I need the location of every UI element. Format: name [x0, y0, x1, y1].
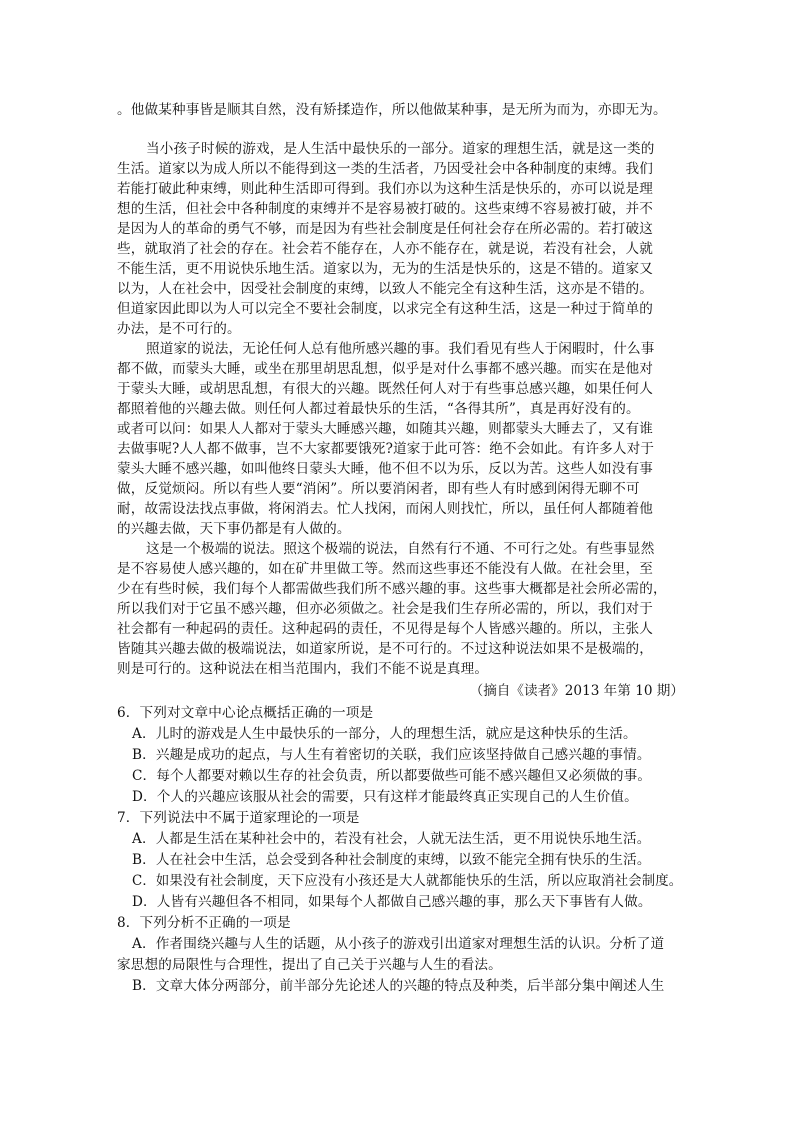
text-line: 是不容易使人感兴趣的，如在矿井里做工等。然而这些事还不能没有人做。在社会里，至 [117, 561, 654, 577]
text-line: 些，就取消了社会的存在。社会若不能存在，人亦不能存在，就是说，若没有社会，人就 [117, 241, 654, 257]
question-option: B．人在社会中生活，总会受到各种社会制度的束缚，以致不能完全拥有快乐的生活。 [132, 852, 651, 868]
source-note: （摘自《读者》2013 年第 10 期） [469, 683, 684, 699]
question-stem: 6．下列对文章中心论点概括正确的一项是 [117, 705, 374, 721]
text-line: 于蒙头大睡，或胡思乱想，有很大的兴趣。既然任何人对于有些事总感兴趣，如果任何人 [117, 381, 654, 397]
text-line: 想的生活，但社会中各种制度的束缚并不是容易被打破的。这些束缚不容易被打破，并不 [117, 201, 654, 217]
text-line: 所以我们对于它虽不感兴趣，但亦必须做之。社会是我们生存所必需的，所以，我们对于 [117, 601, 654, 617]
text-line: 办法，是不可行的。 [117, 321, 241, 337]
text-line: 则是可行的。这种说法在相当范围内，我们不能不说是真理。 [117, 661, 489, 677]
question-option: C．如果没有社会制度，天下应没有小孩还是大人就都能快乐的生活，所以应取消社会制度。 [132, 873, 683, 889]
text-line: 。他做某种事皆是顺其自然，没有矫揉造作，所以他做某种事，是无所为而为，亦即无为。 [117, 102, 667, 118]
text-line: 但道家因此即以为人可以完全不要社会制度，以求完全有这种生活，这是一种过于简单的 [117, 301, 654, 317]
text-line: 都不做，而蒙头大睡，或坐在那里胡思乱想，似乎是对什么事都不感兴趣。而实在是他对 [117, 361, 654, 377]
question-stem: 8．下列分析不正确的一项是 [117, 915, 291, 931]
text-line: 照道家的说法，无论任何人总有他所感兴趣的事。我们看见有些人于闲暇时，什么事 [146, 341, 655, 357]
question-option: B．文章大体分两部分，前半部分先论述人的兴趣的特点及种类，后半部分集中阐述人生 [132, 978, 665, 994]
text-line: 若能打破此种束缚，则此种生活即可得到。我们亦以为这种生活是快乐的，亦可以说是理 [117, 181, 654, 197]
question-stem: 7．下列说法中不属于道家理论的一项是 [117, 810, 360, 826]
text-line: 都照着他的兴趣去做。则任何人都过着最快乐的生活，“各得其所”，真是再好没有的。 [117, 401, 640, 417]
text-line: 的兴趣去做，天下事仍都是有人做的。 [117, 521, 351, 537]
question-option: A．儿时的游戏是人生中最快乐的一部分，人的理想生活，就应是这种快乐的生活。 [132, 726, 637, 742]
text-line: 耐，故需设法找点事做，将闲消去。忙人找闲，而闲人则找忙，所以，虽任何人都随着他 [117, 501, 654, 517]
text-line: 去做事呢?人人都不做事，岂不大家都要饿死?道家于此可答：绝不会如此。有许多人对于 [117, 441, 655, 457]
text-line: 以为，人在社会中，因受社会制度的束缚，以致人不能完全有这种生活，这亦是不错的。 [117, 281, 654, 297]
question-option: C．每个人都要对赖以生存的社会负责，所以都要做些可能不感兴趣但又必须做的事。 [132, 768, 652, 784]
question-option: A．人都是生活在某种社会中的，若没有社会，人就无法生活，更不用说快乐地生活。 [132, 831, 651, 847]
text-line: 或者可以问：如果人人都对于蒙头大睡感兴趣，如随其兴趣，则都蒙头大睡去了，又有谁 [117, 421, 654, 437]
text-line: 做，反觉烦闷。所以有些人要“消闲”。所以要消闲者，即有些人有时感到闲得无聊不可 [117, 481, 640, 497]
question-option: B．兴趣是成功的起点，与人生有着密切的关联，我们应该坚持做自己感兴趣的事情。 [132, 747, 651, 763]
text-line: 当小孩子时候的游戏，是人生活中最快乐的一部分。道家的理想生活，就是这一类的 [146, 141, 655, 157]
question-option: 家思想的局限性与合理性，提出了自己关于兴趣与人生的看法。 [117, 957, 502, 973]
text-line: 社会都有一种起码的责任。这种起码的责任，不见得是每个人皆感兴趣的。所以，主张人 [117, 621, 654, 637]
text-line: 蒙头大睡不感兴趣，如叫他终日蒙头大睡，他不但不以为乐，反以为苦。这些人如没有事 [117, 461, 654, 477]
question-option: D．个人的兴趣应该服从社会的需要，只有这样才能最终真正实现自己的人生价值。 [132, 789, 638, 805]
question-option: D．人皆有兴趣但各不相同，如果每个人都做自己感兴趣的事，那么天下事皆有人做。 [132, 894, 652, 910]
text-line: 不能生活，更不用说快乐地生活。道家以为，无为的生活是快乐的，这是不错的。道家又 [117, 261, 654, 277]
text-line: 这是一个极端的说法。照这个极端的说法，自然有行不通、不可行之处。有些事显然 [146, 541, 655, 557]
text-line: 皆随其兴趣去做的极端说法，如道家所说，是不可行的。不过这种说法如果不是极端的， [117, 641, 654, 657]
text-line: 是因为人的革命的勇气不够，而是因为有些社会制度是任何社会存在所必需的。若打破这 [117, 221, 654, 237]
text-line: 少在有些时候，我们每个人都需做些我们所不感兴趣的事。这些事大概都是社会所必需的， [117, 581, 667, 597]
question-option: A．作者围绕兴趣与人生的话题，从小孩子的游戏引出道家对理想生活的认识。分析了道 [132, 936, 665, 952]
text-line: 生活。道家以为成人所以不能得到这一类的生活者，乃因受社会中各种制度的束缚。我们 [117, 161, 654, 177]
